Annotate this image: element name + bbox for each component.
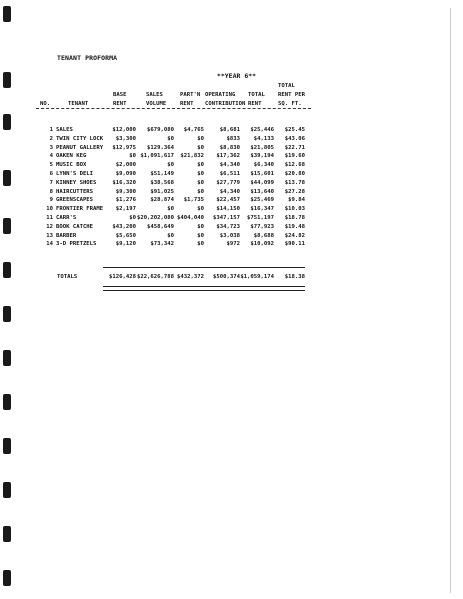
table-cell: $51,149 <box>150 171 174 177</box>
table-cell: $347,157 <box>213 215 240 221</box>
table-row <box>0 179 463 188</box>
table-cell: $34,723 <box>216 223 240 230</box>
table-cell: $8,688 <box>253 232 274 239</box>
table-cell: $0 <box>167 232 174 239</box>
table-row <box>0 161 463 170</box>
table-cell: HAIRCUTTERS <box>56 188 94 195</box>
table-cell: $3,038 <box>219 232 240 239</box>
column-header: RENT <box>248 101 262 107</box>
totals-label: TOTALS <box>57 274 78 280</box>
table-cell: 11 <box>46 215 53 221</box>
table-cell: $14,150 <box>216 206 240 213</box>
column-header: TOTAL <box>248 92 265 98</box>
table-cell: $8,681 <box>219 127 240 133</box>
table-cell: BARBER <box>56 232 77 239</box>
table-cell: BOOK CATCHE <box>56 223 94 230</box>
table-cell: $25,469 <box>250 197 274 204</box>
table-cell: $20,202,080 <box>136 215 174 221</box>
column-header: PART'N <box>180 92 201 98</box>
table-cell: $9,120 <box>115 241 136 248</box>
totals-double-rule <box>103 286 305 291</box>
table-cell: $24.82 <box>284 232 305 239</box>
table-cell: $10.03 <box>284 206 305 213</box>
table-cell: $4,133 <box>253 135 274 142</box>
table-cell: $16,320 <box>112 179 136 186</box>
table-row <box>0 152 463 161</box>
table-cell: FRONTIER FRAME <box>56 206 104 213</box>
totals-value: $22,626,788 <box>136 274 174 280</box>
column-header: BASE <box>113 92 127 98</box>
table-cell: $28,874 <box>150 197 174 204</box>
table-cell: $679,080 <box>147 127 174 133</box>
totals-value: $18.38 <box>284 274 305 280</box>
table-cell: $90.11 <box>284 241 305 248</box>
table-cell: $6,340 <box>253 162 274 169</box>
binder-hole <box>3 6 11 22</box>
table-cell: $0 <box>129 153 136 160</box>
table-row <box>0 170 463 179</box>
totals-value: $126,428 <box>109 274 136 280</box>
column-header: SALES <box>146 92 163 98</box>
column-header: OPERATING <box>205 92 236 98</box>
table-cell: $833 <box>226 135 240 142</box>
binder-hole <box>3 570 11 586</box>
table-cell: $43,200 <box>112 223 136 230</box>
table-cell: $972 <box>226 241 240 248</box>
column-header: TENANT <box>68 101 89 107</box>
table-cell: $25,446 <box>250 127 274 133</box>
table-cell: $3,300 <box>115 135 136 142</box>
table-cell: $13.78 <box>284 179 305 186</box>
table-cell: $1,091,617 <box>140 153 174 160</box>
table-cell: $4,340 <box>219 188 240 195</box>
column-header: RENT <box>180 101 194 107</box>
table-cell: $27.28 <box>284 188 305 195</box>
table-cell: $0 <box>197 232 204 239</box>
table-cell: $9,090 <box>115 171 136 177</box>
table-cell: $751,197 <box>247 215 274 221</box>
table-cell: $0 <box>197 171 204 177</box>
table-row <box>0 188 463 197</box>
table-cell: $9,300 <box>115 188 136 195</box>
table-cell: $0 <box>197 188 204 195</box>
column-header: TOTAL <box>278 83 295 89</box>
binder-hole <box>3 526 11 542</box>
table-cell: $20.80 <box>284 171 305 177</box>
table-cell: $77,923 <box>250 223 274 230</box>
table-cell: SALES <box>56 127 73 133</box>
header-rule <box>36 108 311 109</box>
table-cell: 5 <box>49 162 53 169</box>
table-cell: $0 <box>197 241 204 248</box>
table-cell: 3 <box>49 144 53 151</box>
binder-hole <box>3 306 11 322</box>
binder-hole <box>3 438 11 454</box>
table-row <box>0 205 463 214</box>
table-cell: $0 <box>197 144 204 151</box>
table-row <box>0 240 463 249</box>
table-cell: 9 <box>49 197 53 204</box>
table-cell: 1 <box>49 127 53 133</box>
table-row <box>0 135 463 144</box>
column-header: NO. <box>40 101 51 107</box>
table-cell: 7 <box>49 179 53 186</box>
table-cell: $27,779 <box>216 179 240 186</box>
table-cell: TWIN CITY LOCK <box>56 135 104 142</box>
table-cell: $17,362 <box>216 153 240 160</box>
table-cell: $129,364 <box>147 144 174 151</box>
table-cell: $4,765 <box>183 127 204 133</box>
table-row <box>0 214 463 223</box>
table-cell: $5,650 <box>115 232 136 239</box>
totals-value: $1,059,174 <box>240 274 274 280</box>
page-edge-line <box>450 8 451 593</box>
table-cell: 8 <box>49 188 53 195</box>
table-cell: $4,340 <box>219 162 240 169</box>
table-cell: $0 <box>197 206 204 213</box>
table-cell: GREENSCAPES <box>56 197 94 204</box>
table-cell: $21,805 <box>250 144 274 151</box>
table-cell: OAKEN KEG <box>56 153 87 160</box>
table-row <box>0 196 463 205</box>
table-cell: $1,735 <box>183 197 204 204</box>
table-row <box>0 223 463 232</box>
table-cell: MUSIC BOX <box>56 162 87 169</box>
table-cell: $0 <box>129 215 136 221</box>
table-cell: $12,975 <box>112 144 136 151</box>
table-cell: $8,830 <box>219 144 240 151</box>
table-cell: $0 <box>167 162 174 169</box>
table-cell: $18.78 <box>284 215 305 221</box>
table-cell: $38,568 <box>150 179 174 186</box>
table-cell: $21,832 <box>180 153 204 160</box>
table-cell: PEANUT GALLERY <box>56 144 104 151</box>
table-cell: $1,276 <box>115 197 136 204</box>
table-cell: $12.68 <box>284 162 305 169</box>
table-cell: $458,649 <box>147 223 174 230</box>
table-cell: $13,640 <box>250 188 274 195</box>
binder-hole <box>3 262 11 278</box>
binder-holes <box>0 0 20 599</box>
totals-rule <box>103 267 305 268</box>
table-cell: $44,099 <box>250 179 274 186</box>
table-row <box>0 144 463 153</box>
table-cell: $16,347 <box>250 206 274 213</box>
table-cell: $10,092 <box>250 241 274 248</box>
table-cell: LYNN'S DELI <box>56 171 94 177</box>
table-cell: $0 <box>197 223 204 230</box>
table-cell: $9.84 <box>288 197 305 204</box>
table-cell: KINNEY SHOES <box>56 179 97 186</box>
table-cell: 6 <box>49 171 53 177</box>
table-cell: CARR'S <box>56 215 77 221</box>
table-cell: 10 <box>46 206 53 213</box>
table-cell: $0 <box>167 206 174 213</box>
table-row <box>0 126 463 135</box>
table-cell: $6,511 <box>219 171 240 177</box>
table-cell: $2,000 <box>115 162 136 169</box>
table-cell: $12,000 <box>112 127 136 133</box>
table-cell: $0 <box>197 135 204 142</box>
table-cell: 2 <box>49 135 53 142</box>
binder-hole <box>3 350 11 366</box>
column-header: VOLUME <box>146 101 167 107</box>
totals-value: $500,374 <box>213 274 240 280</box>
column-header: RENT PER <box>278 92 305 98</box>
table-cell: $22,457 <box>216 197 240 204</box>
table-cell: $2,197 <box>115 206 136 213</box>
table-cell: $91,025 <box>150 188 174 195</box>
table-cell: $19.60 <box>284 153 305 160</box>
binder-hole <box>3 482 11 498</box>
table-cell: $15,601 <box>250 171 274 177</box>
table-cell: 3-D PRETZELS <box>56 241 97 248</box>
column-header: CONTRIBUTION <box>205 101 246 107</box>
table-cell: 4 <box>49 153 53 160</box>
table-cell: $22.71 <box>284 144 305 151</box>
table-cell: $0 <box>197 179 204 186</box>
binder-hole <box>3 394 11 410</box>
column-header: SQ. FT. <box>278 101 302 107</box>
table-cell: $73,342 <box>150 241 174 248</box>
table-cell: $39,194 <box>250 153 274 160</box>
table-cell: 12 <box>46 223 53 230</box>
table-cell: $43.06 <box>284 135 305 142</box>
year-heading: **YEAR 6** <box>216 72 257 80</box>
table-cell: $19.48 <box>284 223 305 230</box>
totals-value: $432,372 <box>177 274 204 280</box>
column-header: RENT <box>113 101 127 107</box>
page-title: TENANT PROFORMA <box>57 54 118 62</box>
table-cell: 14 <box>46 241 53 248</box>
table-cell: $404,040 <box>177 215 204 221</box>
table-row <box>0 232 463 241</box>
table-cell: 13 <box>46 232 53 239</box>
table-cell: $25.45 <box>284 127 305 133</box>
table-cell: $0 <box>197 162 204 169</box>
table-cell: $0 <box>167 135 174 142</box>
